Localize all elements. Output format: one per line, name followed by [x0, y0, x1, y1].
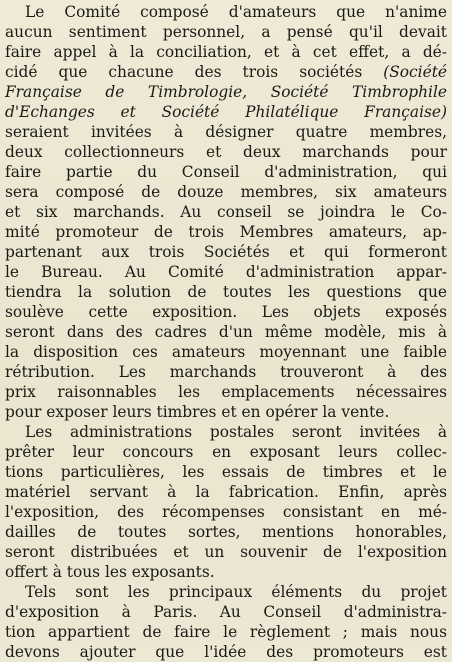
- text-line: [5, 522, 447, 542]
- text-line: [5, 162, 447, 182]
- text-line: [5, 122, 447, 142]
- text-line: [5, 82, 447, 102]
- italic-text: Française de Timbrologie, Société Timbrophile: [5, 83, 447, 101]
- text-run: soulève cette exposition. Les objets exposés: [5, 303, 447, 321]
- text-run: tions particulières, les essais de timbres et le: [5, 463, 447, 481]
- text-line: [5, 22, 447, 42]
- text-line: [5, 182, 447, 202]
- text-line: [5, 2, 447, 22]
- text-run: seront distribuées et un souvenir de l'exposition: [5, 543, 447, 561]
- text-run: la disposition ces amateurs moyennant une faible: [5, 343, 447, 361]
- text-line: [5, 362, 447, 382]
- text-run: sera composé de douze membres, six amateurs: [5, 183, 447, 201]
- text-run: seraient invitées à désigner quatre membres,: [5, 123, 447, 141]
- text-line: [5, 482, 447, 502]
- text-line: [5, 622, 447, 642]
- document-body: [5, 2, 447, 662]
- text-line: [5, 502, 447, 522]
- text-line: [5, 302, 447, 322]
- text-line: [5, 402, 447, 422]
- text-line: [5, 342, 447, 362]
- text-line: [5, 222, 447, 242]
- text-run: matériel servant à la fabrication. Enfin, après: [5, 483, 447, 501]
- text-line: [5, 382, 447, 402]
- paragraph: [5, 582, 447, 662]
- text-run: partenant aux trois Sociétés et qui formeront: [5, 243, 447, 261]
- text-run: devons ajouter que l'idée des promoteurs est: [5, 643, 447, 661]
- text-run: l'exposition, des récompenses consistant en mé-: [5, 503, 447, 521]
- text-line: [5, 542, 447, 562]
- text-run: Les administrations postales seront invitées à: [25, 423, 447, 441]
- text-run: aucun sentiment personnel, a pensé qu'il devait: [5, 23, 447, 41]
- text-run: d'exposition à Paris. Au Conseil d'administra-: [5, 603, 447, 621]
- text-line: [5, 582, 447, 602]
- text-line: [5, 282, 447, 302]
- text-run: Tels sont les principaux éléments du projet: [25, 583, 447, 601]
- text-run: et six marchands. Au conseil se joindra le Co-: [5, 203, 447, 221]
- text-line: [5, 462, 447, 482]
- paragraph: [5, 2, 447, 422]
- text-line: [5, 142, 447, 162]
- text-run: dailles de toutes sortes, mentions honorables,: [5, 523, 447, 541]
- text-line: [5, 422, 447, 442]
- text-run: rétribution. Les marchands trouveront à des: [5, 363, 447, 381]
- text-run: cidé que chacune des trois sociétés: [5, 63, 384, 81]
- italic-text: (Société: [383, 63, 447, 81]
- text-run: offert à tous les exposants.: [5, 563, 215, 581]
- text-line: [5, 202, 447, 222]
- text-line: [5, 102, 447, 122]
- text-run: mité promoteur de trois Membres amateurs, ap-: [5, 223, 447, 241]
- text-line: [5, 602, 447, 622]
- paragraph: [5, 422, 447, 582]
- italic-text: d'Echanges et Société Philatélique Française): [5, 103, 447, 121]
- text-run: prix raisonnables les emplacements nécessaires: [5, 383, 447, 401]
- text-run: Le Comité composé d'amateurs que n'anime: [25, 3, 447, 21]
- text-line: [5, 262, 447, 282]
- text-run: deux collectionneurs et deux marchands pour: [5, 143, 447, 161]
- text-line: [5, 642, 447, 662]
- text-run: seront dans des cadres d'un même modèle, mis à: [5, 323, 447, 341]
- text-line: [5, 62, 447, 82]
- text-run: le Bureau. Au Comité d'administration appar-: [5, 263, 447, 281]
- text-run: tion appartient de faire le règlement ; mais nous: [5, 623, 447, 641]
- text-line: [5, 242, 447, 262]
- text-run: faire appel à la conciliation, et à cet effet, a dé-: [5, 43, 447, 61]
- text-line: [5, 322, 447, 342]
- text-line: [5, 562, 447, 582]
- text-run: pour exposer leurs timbres et en opérer la vente.: [5, 403, 390, 421]
- text-run: faire partie du Conseil d'administration, qui: [5, 163, 447, 181]
- text-line: [5, 442, 447, 462]
- text-run: prêter leur concours en exposant leurs collec-: [5, 443, 447, 461]
- text-run: tiendra la solution de toutes les questions que: [5, 283, 447, 301]
- text-line: [5, 42, 447, 62]
